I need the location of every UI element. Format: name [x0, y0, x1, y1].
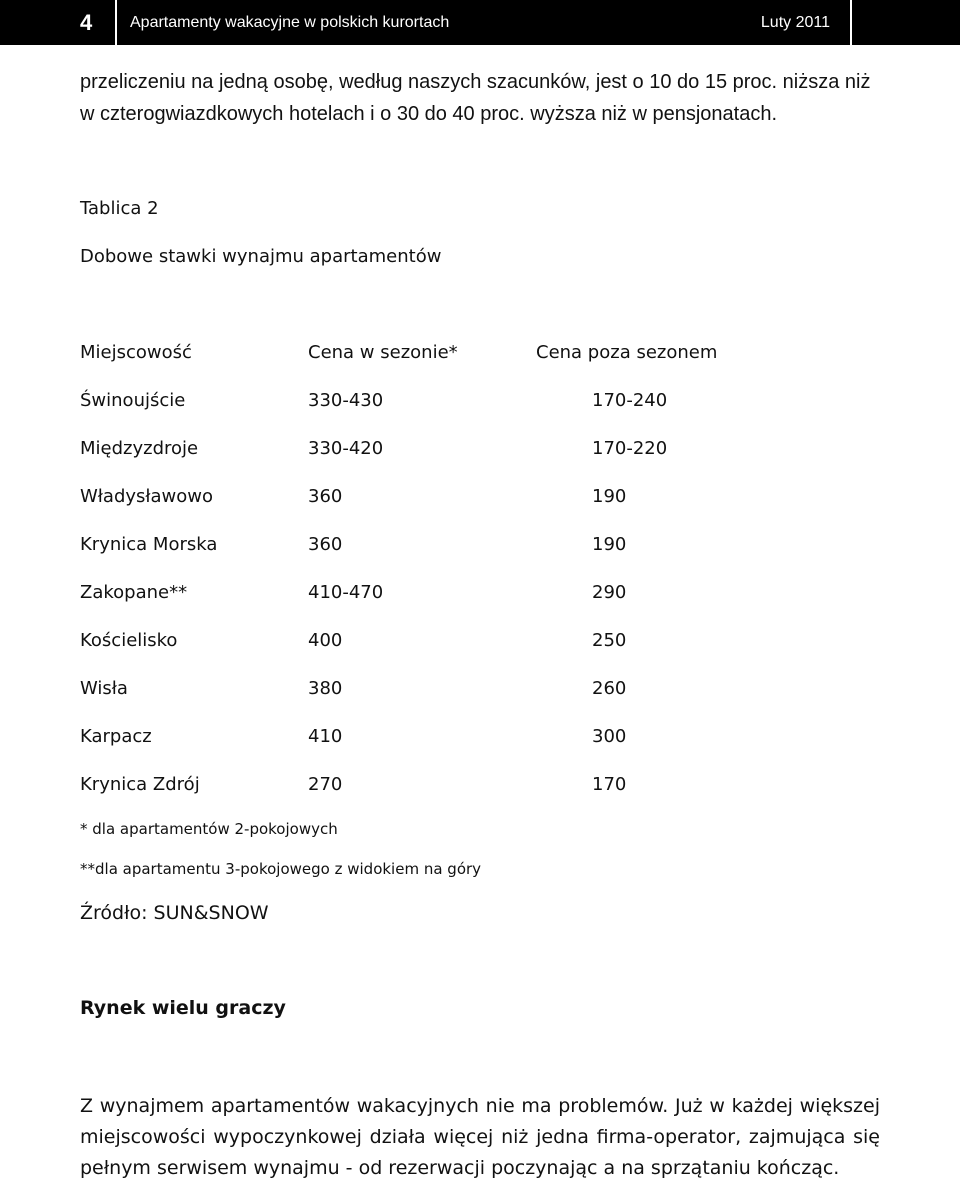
intro-paragraph: przeliczeniu na jedną osobę, według naszych szacunków, jest o 10 do 15 proc. niższa niż w czterogwiazdkowych hotelach i o 30 do 40 proc. wyższa niż w pensjonatach.	[80, 71, 871, 125]
column-header-offseason-price: Cena poza sezonem	[536, 342, 718, 363]
season-price-cell: 330-420	[308, 438, 384, 459]
location-cell: Wisła	[80, 678, 128, 699]
offseason-price-cell: 290	[592, 582, 627, 603]
table-header-row	[80, 342, 780, 372]
page-header	[0, 0, 960, 47]
section-paragraph: Z wynajmem apartamentów wakacyjnych nie ma problemów. Już w każdej większej miejscowości wypoczynkowej działa więcej niż jedna firma-operator, zajmująca się pełnym serwisem wynajmu - od rezerwacji poczynając a na sprzątaniu kończąc.	[80, 1095, 880, 1179]
offseason-price-cell: 300	[592, 726, 627, 747]
season-price-cell: 360	[308, 534, 343, 555]
page-number: 4	[0, 0, 115, 45]
offseason-price-cell: 190	[592, 534, 627, 555]
table-row	[80, 438, 780, 468]
location-cell: Karpacz	[80, 726, 152, 747]
table-title: Dobowe stawki wynajmu apartamentów	[80, 246, 442, 267]
footnote-1: * dla apartamentów 2-pokojowych	[80, 820, 338, 838]
header-bar	[117, 0, 850, 45]
header-date: Luty 2011	[760, 13, 830, 31]
location-cell: Krynica Morska	[80, 534, 218, 555]
season-price-cell: 400	[308, 630, 343, 651]
footnote-2: **dla apartamentu 3-pokojowego z widokiem na góry	[80, 860, 482, 878]
location-cell: Władysławowo	[80, 486, 214, 507]
table-row	[80, 486, 780, 516]
column-header-season-price: Cena w sezonie*	[308, 342, 458, 363]
header-right-block	[852, 0, 960, 45]
season-price-cell: 410	[308, 726, 343, 747]
offseason-price-cell: 170-240	[592, 390, 668, 411]
season-price-cell: 410-470	[308, 582, 384, 603]
offseason-price-cell: 190	[592, 486, 627, 507]
offseason-price-cell: 170-220	[592, 438, 668, 459]
location-cell: Krynica Zdrój	[80, 774, 200, 795]
offseason-price-cell: 260	[592, 678, 627, 699]
table-label: Tablica 2	[80, 198, 159, 219]
location-cell: Międzyzdroje	[80, 438, 199, 459]
table-row	[80, 774, 780, 804]
location-cell: Świnoujście	[80, 390, 186, 411]
table-row	[80, 534, 780, 564]
table-row	[80, 678, 780, 708]
location-cell: Kościelisko	[80, 630, 178, 651]
table-row	[80, 630, 780, 660]
table-row	[80, 390, 780, 420]
season-price-cell: 380	[308, 678, 343, 699]
header-title: Apartamenty wakacyjne w polskich kurortach	[130, 13, 450, 31]
season-price-cell: 270	[308, 774, 343, 795]
offseason-price-cell: 170	[592, 774, 627, 795]
location-cell: Zakopane**	[80, 582, 188, 603]
column-header-location: Miejscowość	[80, 342, 192, 363]
section-heading: Rynek wielu graczy	[80, 997, 286, 1019]
offseason-price-cell: 250	[592, 630, 627, 651]
table-source: Źródło: SUN&SNOW	[80, 902, 269, 924]
table-row	[80, 726, 780, 756]
table-row	[80, 582, 780, 612]
season-price-cell: 360	[308, 486, 343, 507]
season-price-cell: 330-430	[308, 390, 384, 411]
